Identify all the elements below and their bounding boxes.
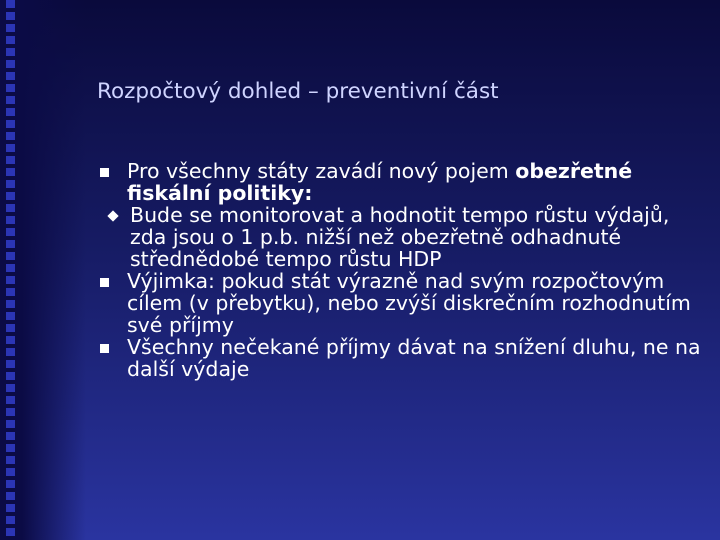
sub-bullet-item — [98, 204, 708, 270]
diamond-bullet-icon — [107, 210, 118, 221]
slide-title: Rozpočtový dohled – preventivní část — [97, 79, 499, 104]
square-bullet-icon — [100, 168, 109, 177]
bullet-item — [98, 336, 708, 380]
bullet-bold-text: obezřetné fiskální politiky: — [127, 159, 633, 205]
square-bullet-icon — [100, 344, 109, 353]
decorative-shade — [22, 0, 86, 540]
bullet-item — [98, 160, 708, 204]
bullet-text: Všechny nečekané příjmy dávat na snížení dluhu, ne na další výdaje — [127, 335, 701, 381]
square-bullet-icon — [100, 278, 109, 287]
sub-bullet-text: Bude se monitorovat a hodnotit tempo růstu výdajů, zda jsou o 1 p.b. nižší než obezřetně odhadnuté střednědobé tempo růstu HDP — [130, 203, 670, 271]
bullet-text: Výjimka: pokud stát výrazně nad svým rozpočtovým cílem (v přebytku), nebo zvýší diskrečním rozhodnutím své příjmy — [127, 269, 691, 337]
bullet-item — [98, 270, 708, 336]
slide-content — [98, 160, 708, 380]
bullet-text: Pro všechny státy zavádí nový pojem — [127, 159, 516, 183]
decorative-square-strip — [0, 0, 22, 540]
